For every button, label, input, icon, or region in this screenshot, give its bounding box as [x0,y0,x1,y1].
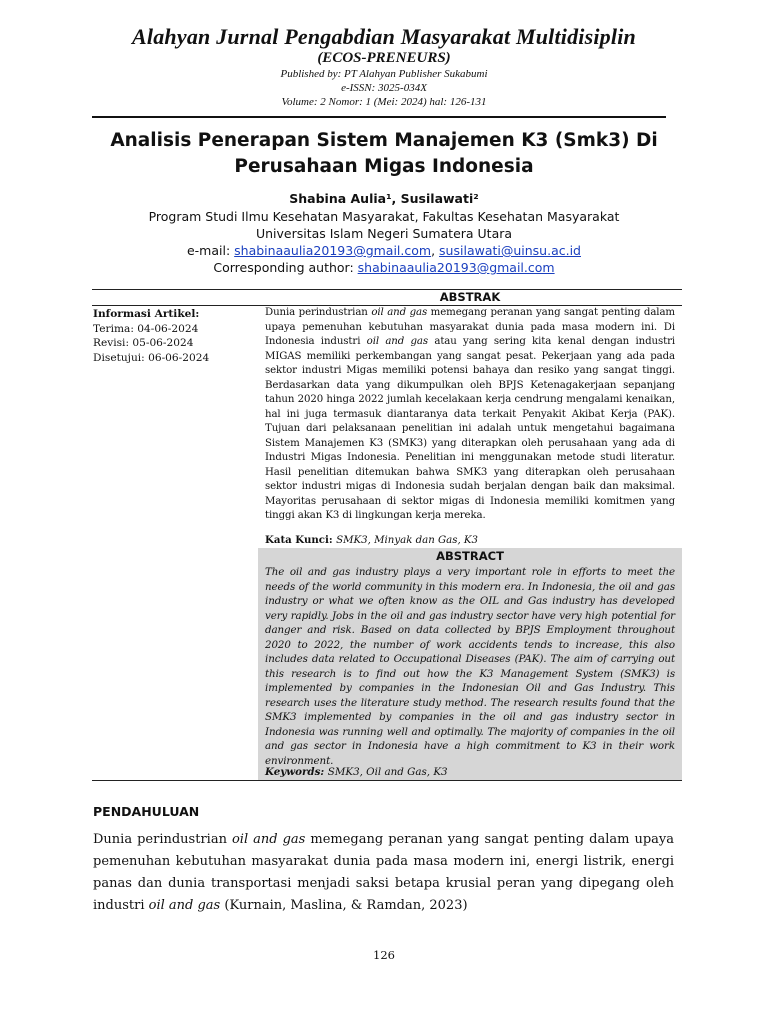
corresponding-label: Corresponding author: [213,260,358,275]
abstrak-text-1: Dunia perindustrian [265,307,372,318]
abstrak-keywords [265,534,675,546]
abstrak-text-2: memegang peranan yang sangat penting dalam upaya pemenuhan kebutuhan masyarakat dunia pada masa modern ini. Di Indonesia industri [265,307,675,347]
abstract-heading: ABSTRACT [436,549,504,563]
abstrak-emphasis-2: oil and gas [366,336,429,347]
accepted-date: Disetujui: 06-06-2024 [93,351,210,364]
volume-line: Volume: 2 Nomor: 1 (Mei: 2024) hal: 126-131 [281,96,487,108]
paper-title-line-2: Perusahaan Migas Indonesia [234,156,534,177]
abstract-keywords-label: Keywords: [265,766,328,778]
paper-title [80,128,688,180]
article-info [93,307,253,365]
authors: Shabina Aulia¹, Susilawati² [289,191,479,206]
journal-title: Alahyan Jurnal Pengabdian Masyarakat Multidisiplin [132,24,636,49]
email-label: e-mail: [186,243,235,258]
paper-title-line-1: Analisis Penerapan Sistem Manajemen K3 (Smk3) Di [110,130,658,151]
issn-line: e-ISSN: 3025-034X [341,82,427,94]
abstrak-keywords-label: Kata Kunci: [265,534,337,546]
abstrak-text-3: atau yang sering kita kenal dengan industri MIGAS memiliki perkembangan yang sangat pesat. Pekerjaan yang ada pada sektor industri Migas memiliki potensi bahaya dan resiko yang sangat tinggi. Berdasarkan data yang dikumpulkan oleh BPJS Ketenagakerjaan sepanjang tahun 2020 hinga 2022 jumlah kecelakaan kerja cendrung mengalami kenaikan, hal ini juga termasuk diantaranya data terkait Penyakit Akibat Kerja (PAK). Tujuan dari pelaksanaan penelitian ini adalah untuk mengetahui bagaimana Sistem Manajemen K3 (SMK3) yang diterapkan oleh perusahaan yang ada di Industri Migas Indonesia. Penelitian ini menggunakan metode studi literatur. Hasil penelitian ditemukan bahwa SMK3 yang diterapkan oleh perusahaan sektor industri migas di Indonesia sudah berjalan dengan baik dan maksimal. Mayoritas perusahaan di sektor migas di Indonesia memiliki komitmen yang tinggi akan K3 di lingkungan kerja mereka. [265,336,675,521]
corresponding-line [0,260,768,275]
email-separator: , [431,243,440,258]
abstrak-keywords-value: SMK3, Minyak dan Gas, K3 [336,535,479,546]
revised-date: Revisi: 05-06-2024 [93,337,194,349]
page-number: 126 [373,948,395,962]
publisher-line: Published by: PT Alahyan Publisher Sukabumi [280,68,488,80]
intro-text-1: Dunia perindustrian [93,832,232,847]
received-date: Terima: 04-06-2024 [93,322,199,335]
header-divider [92,116,666,118]
section-heading-introduction: PENDAHULUAN [93,804,200,819]
email-link-1[interactable]: shabinaaulia20193@gmail.com [234,243,432,258]
abstrak-emphasis-1: oil and gas [371,307,428,318]
abstract-keywords [265,766,675,778]
abstrak-body [265,306,675,524]
corresponding-email-link[interactable]: shabinaaulia20193@gmail.com [357,260,555,275]
affiliation-line-1: Program Studi Ilmu Kesehatan Masyarakat, Fakultas Kesehatan Masyarakat [148,209,620,224]
email-link-2[interactable]: susilawati@uinsu.ac.id [439,243,581,258]
affiliation-line-2: Universitas Islam Negeri Sumatera Utara [255,226,513,241]
intro-emphasis-2: oil and gas [148,898,221,913]
abstract-bottom-rule [92,780,682,781]
article-info-heading: Informasi Artikel: [93,308,200,320]
intro-emphasis-1: oil and gas [231,832,306,847]
abstrak-heading: ABSTRAK [439,290,501,304]
intro-text-2: memegang peranan yang sangat penting dalam upaya pemenuhan kebutuhan masyarakat dunia pada masa modern ini, energi listrik, energi panas dan dunia transportasi menjadi saksi betapa krusial peran yang dipegang oleh industri [93,832,674,913]
abstract-body: The oil and gas industry plays a very important role in efforts to meet the needs of the world community in this modern era. In Indonesia, the oil and gas industry or what we often know as the OIL and Gas industry has developed very rapidly. Jobs in the oil and gas industry sector have very high potential for danger and risk. Based on data collected by BPJS Employment throughout 2020 to 2022, the number of work accidents tends to increase, this also includes data related to Occupational Diseases (PAK). The aim of carrying out this research is to find out how the K3 Management System (SMK3) is implemented by companies in the Indonesian Oil and Gas Industry. This research uses the literature study method. The research results found that the SMK3 implemented by companies in the oil and gas industry sector in Indonesia was running well and optimally. The majority of companies in the oil and gas sector in Indonesia have a high commitment to K3 in their work environment. [265,566,675,767]
journal-short-name: (ECOS-PRENEURS) [317,50,451,66]
intro-text-3: (Kurnain, Maslina, & Ramdan, 2023) [220,898,468,913]
email-line [0,243,768,258]
abstract-keywords-value: SMK3, Oil and Gas, K3 [327,766,448,778]
introduction-paragraph [93,829,674,917]
